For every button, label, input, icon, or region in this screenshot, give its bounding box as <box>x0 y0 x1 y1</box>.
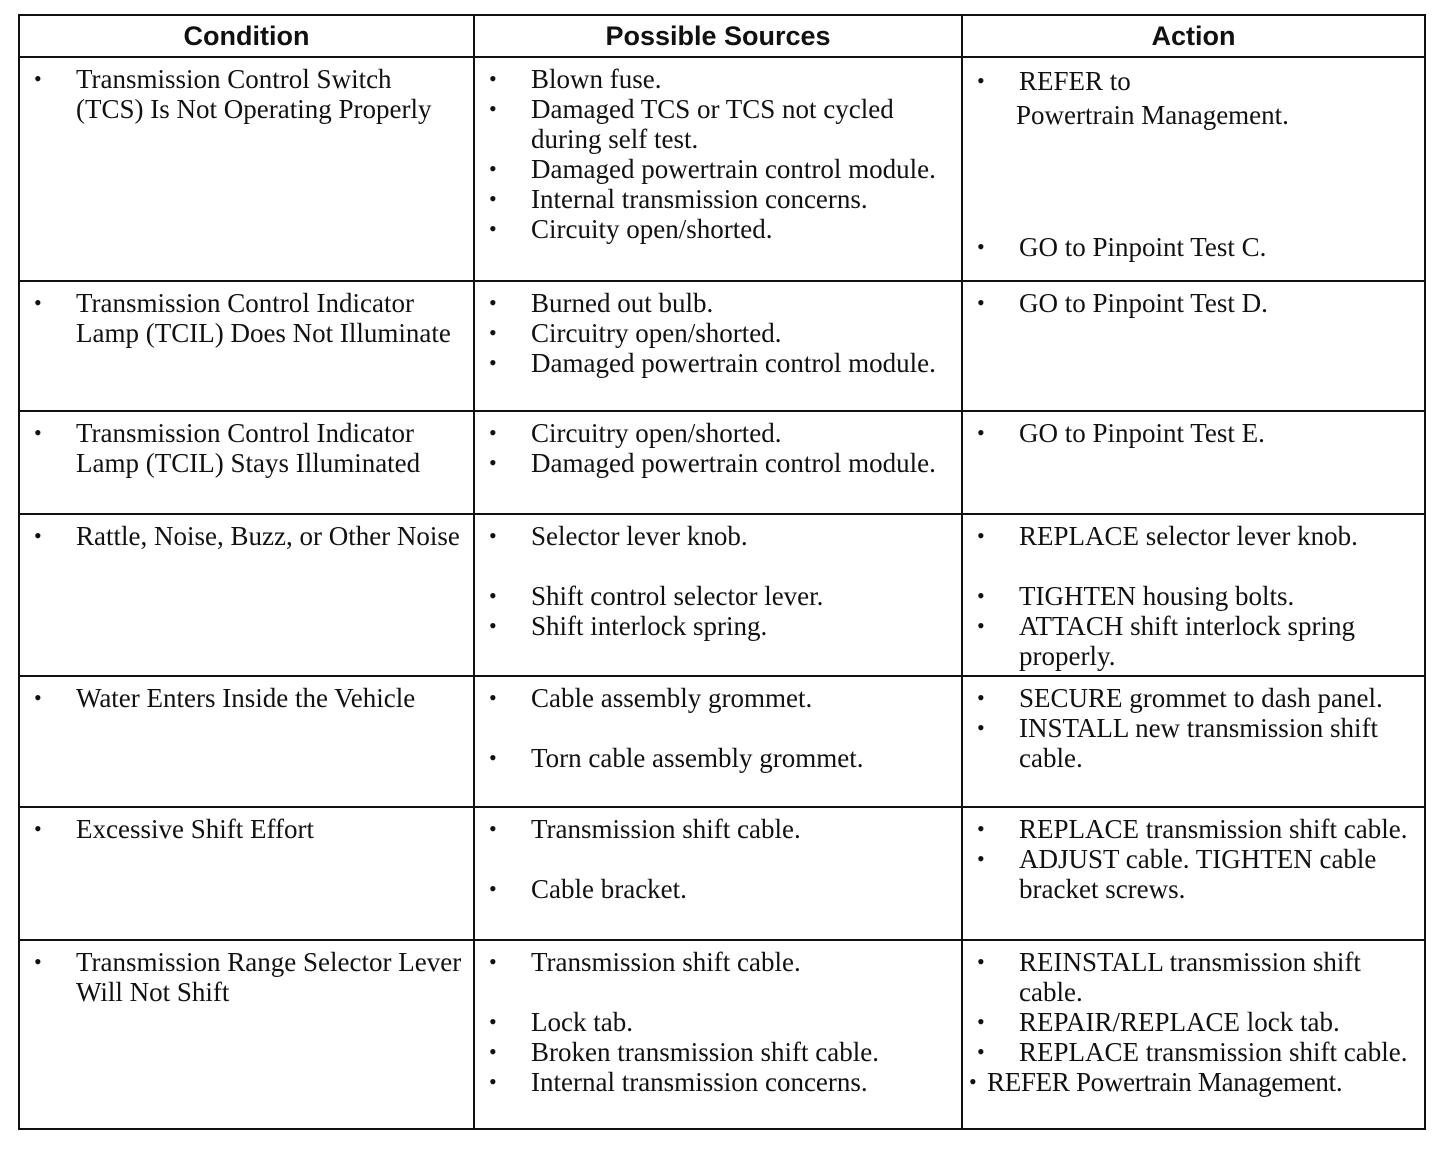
bullet-icon: • <box>977 949 985 974</box>
action-item: • REPLACE selector lever knob. <box>977 521 1358 551</box>
action-item: • REPLACE transmission shift cable. <box>977 814 1408 844</box>
condition-item: • Transmission Control Indicator Lamp (TCIL) Stays Illuminated <box>34 418 421 478</box>
bullet-icon: • <box>489 583 497 608</box>
bullet-icon: • <box>489 290 497 315</box>
condition-item: • Transmission Control Switch (TCS) Is Not Operating Properly <box>34 64 432 124</box>
action-continuation: Powertrain Management. <box>1016 100 1289 130</box>
action-item: • REFER to Powertrain Management. <box>973 64 1414 132</box>
source-item: • Transmission shift cable. <box>489 947 801 977</box>
bullet-icon: • <box>34 523 42 548</box>
header-possible-sources: Possible Sources <box>474 15 962 57</box>
bullet-icon: • <box>969 1069 977 1094</box>
bullet-icon: • <box>977 420 985 445</box>
bullet-icon: • <box>489 816 497 841</box>
condition-cell <box>19 676 474 807</box>
bullet-icon: • <box>489 96 497 121</box>
bullet-icon: • <box>977 846 985 871</box>
action-cell <box>962 514 1425 676</box>
source-item: • Damaged powertrain control module. <box>489 448 936 478</box>
diagnosis-table <box>18 14 1426 1130</box>
sources-cell <box>474 57 962 281</box>
bullet-icon: • <box>34 290 42 315</box>
bullet-icon: • <box>489 876 497 901</box>
condition-cell <box>19 281 474 411</box>
source-item: • Broken transmission shift cable. <box>489 1037 879 1067</box>
source-item: • Circuitry open/shorted. <box>489 318 782 348</box>
source-item: • Internal transmission concerns. <box>489 184 868 214</box>
action-item: • GO to Pinpoint Test D. <box>977 288 1268 318</box>
bullet-icon: • <box>977 715 985 740</box>
action-item: • GO to Pinpoint Test C. <box>977 232 1267 262</box>
action-cell <box>962 676 1425 807</box>
source-item: • Shift interlock spring. <box>489 611 768 641</box>
bullet-icon: • <box>489 1039 497 1064</box>
source-item: • Circuity open/shorted. <box>489 214 773 244</box>
source-item: • Damaged powertrain control module. <box>489 154 936 184</box>
source-item: • Shift control selector lever. <box>489 581 824 611</box>
bullet-icon: • <box>977 685 985 710</box>
sources-cell <box>474 807 962 940</box>
sources-cell <box>474 411 962 514</box>
condition-cell <box>19 807 474 940</box>
bullet-icon: • <box>977 1039 985 1064</box>
action-item: • SECURE grommet to dash panel. <box>977 683 1383 713</box>
bullet-icon: • <box>977 583 985 608</box>
bullet-icon: • <box>977 234 985 259</box>
bullet-icon: • <box>489 350 497 375</box>
condition-item: • Water Enters Inside the Vehicle <box>34 683 416 713</box>
action-item: • ATTACH shift interlock spring properly. <box>977 611 1356 671</box>
sources-cell <box>474 514 962 676</box>
action-item: • REINSTALL transmission shift cable. <box>977 947 1361 1007</box>
bullet-icon: • <box>489 745 497 770</box>
source-item: • Transmission shift cable. <box>489 814 801 844</box>
bullet-icon: • <box>489 613 497 638</box>
header-action: Action <box>962 15 1425 57</box>
source-item: • Lock tab. <box>489 1007 633 1037</box>
bullet-icon: • <box>977 1009 985 1034</box>
bullet-icon: • <box>489 216 497 241</box>
action-cell <box>962 57 1425 281</box>
bullet-icon: • <box>489 156 497 181</box>
sources-cell <box>474 676 962 807</box>
action-cell <box>962 807 1425 940</box>
source-item: • Damaged TCS or TCS not cycled during self test. <box>489 94 894 154</box>
bullet-icon: • <box>34 816 42 841</box>
source-item: • Burned out bulb. <box>489 288 714 318</box>
action-item: • ADJUST cable. TIGHTEN cable bracket screws. <box>977 844 1377 904</box>
header-row <box>19 15 1425 57</box>
condition-cell <box>19 411 474 514</box>
bullet-icon: • <box>977 68 985 93</box>
bullet-icon: • <box>489 949 497 974</box>
bullet-icon: • <box>977 290 985 315</box>
bullet-icon: • <box>489 420 497 445</box>
action-cell <box>962 281 1425 411</box>
source-item: • Cable bracket. <box>489 874 687 904</box>
bullet-icon: • <box>489 186 497 211</box>
bullet-icon: • <box>489 450 497 475</box>
sources-cell <box>474 940 962 1129</box>
action-item: • REPLACE transmission shift cable. <box>977 1037 1408 1067</box>
source-item: • Internal transmission concerns. <box>489 1067 868 1097</box>
source-item: • Torn cable assembly grommet. <box>489 743 864 773</box>
bullet-icon: • <box>489 1069 497 1094</box>
action-item: • GO to Pinpoint Test E. <box>977 418 1265 448</box>
source-item: • Damaged powertrain control module. <box>489 348 936 378</box>
table-row <box>19 411 1425 514</box>
action-item: • TIGHTEN housing bolts. <box>977 581 1295 611</box>
bullet-icon: • <box>977 816 985 841</box>
bullet-icon: • <box>977 523 985 548</box>
condition-item: • Rattle, Noise, Buzz, or Other Noise <box>34 521 460 551</box>
bullet-icon: • <box>34 949 42 974</box>
table-row <box>19 281 1425 411</box>
action-item: • REPAIR/REPLACE lock tab. <box>977 1007 1340 1037</box>
table-row <box>19 57 1425 281</box>
condition-item: • Excessive Shift Effort <box>34 814 314 844</box>
condition-cell <box>19 57 474 281</box>
condition-item: • Transmission Range Selector Lever Will Not Shift <box>34 947 462 1007</box>
bullet-icon: • <box>34 685 42 710</box>
condition-cell <box>19 514 474 676</box>
sources-cell <box>474 281 962 411</box>
source-item: • Circuitry open/shorted. <box>489 418 782 448</box>
source-item: • Blown fuse. <box>489 64 662 94</box>
bullet-icon: • <box>489 320 497 345</box>
bullet-icon: • <box>977 613 985 638</box>
table-row <box>19 514 1425 676</box>
action-cell <box>962 940 1425 1129</box>
bullet-icon: • <box>489 1009 497 1034</box>
header-condition: Condition <box>19 15 474 57</box>
bullet-icon: • <box>489 523 497 548</box>
source-item: • Cable assembly grommet. <box>489 683 813 713</box>
action-cell <box>962 411 1425 514</box>
action-item: • INSTALL new transmission shift cable. <box>977 713 1379 773</box>
table-row <box>19 940 1425 1129</box>
bullet-icon: • <box>489 685 497 710</box>
table-row <box>19 676 1425 807</box>
bullet-icon: • <box>34 66 42 91</box>
bullet-icon: • <box>489 66 497 91</box>
table-row <box>19 807 1425 940</box>
condition-cell <box>19 940 474 1129</box>
bullet-icon: • <box>34 420 42 445</box>
action-item: • REFER Powertrain Management. <box>969 1067 1343 1097</box>
source-item: • Selector lever knob. <box>489 521 748 551</box>
condition-item: • Transmission Control Indicator Lamp (TCIL) Does Not Illuminate <box>34 288 451 348</box>
